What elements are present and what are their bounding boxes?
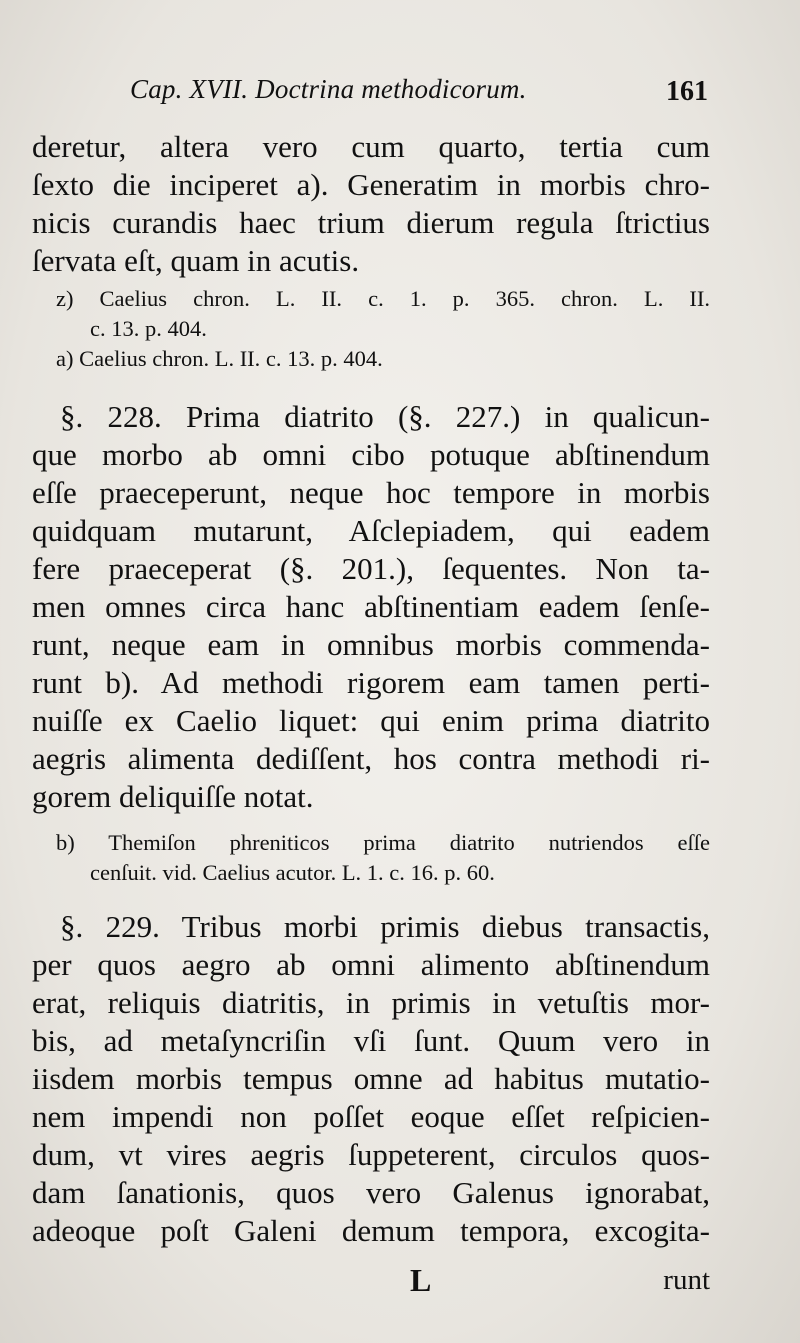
text-line: quidquam mutarunt, Aſclepiadem, qui eadem <box>32 513 710 548</box>
text-line: fere praeceperat (§. 201.), ſequentes. Non ta- <box>32 551 710 586</box>
text-line: iisdem morbis tempus omne ad habitus mutatio- <box>32 1061 710 1096</box>
text-line: dam ſanationis, quos vero Galenus ignorabat, <box>32 1175 710 1210</box>
running-title: Cap. XVII. Doctrina methodicorum. <box>130 74 527 104</box>
section-229-first-line: §. 229. Tribus morbi primis diebus transactis, <box>60 909 710 944</box>
text-line: dum, vt vires aegris ſuppeterent, circulos quos- <box>32 1137 710 1172</box>
text-line: nem impendi non poſſet eoque eſſet reſpicien- <box>32 1099 710 1134</box>
text-line: ſexto die inciperet a). Generatim in morbis chro- <box>32 167 710 202</box>
text-line: erat, reliquis diatritis, in primis in vetuſtis mor- <box>32 985 710 1020</box>
catchword: runt <box>663 1264 710 1296</box>
text-line: deretur, altera vero cum quarto, tertia cum <box>32 129 710 164</box>
text-line: bis, ad metaſyncriſin vſi ſunt. Quum vero in <box>32 1023 710 1058</box>
footnote-b-continuation: cenſuit. vid. Caelius acutor. L. 1. c. 16. p. 60. <box>90 860 495 885</box>
running-header <box>130 74 708 114</box>
section-229 <box>32 908 710 1250</box>
text-line: runt b). Ad methodi rigorem eam tamen perti- <box>32 665 710 700</box>
footnote-a: a) Caelius chron. L. II. c. 13. p. 404. <box>56 346 383 371</box>
paragraph-continuation <box>32 128 710 280</box>
text-line: men omnes circa hanc abſtinentiam eadem ſenſe- <box>32 589 710 624</box>
text-line: per quos aegro ab omni alimento abſtinendum <box>32 947 710 982</box>
text-line: eſſe praeceperunt, neque hoc tempore in morbis <box>32 475 710 510</box>
page-number: 161 <box>666 76 708 107</box>
page-footer <box>32 1262 710 1302</box>
text-line: nuiſſe ex Caelio liquet: qui enim prima diatrito <box>32 703 710 738</box>
footnotes-block-1 <box>32 284 710 374</box>
footnote-b: b) Themiſon phreniticos prima diatrito nutriendos eſſe <box>56 830 710 855</box>
footnotes-block-2 <box>32 828 710 888</box>
text-line: ſervata eſt, quam in acutis. <box>32 243 360 278</box>
text-line: runt, neque eam in omnibus morbis commenda- <box>32 627 710 662</box>
section-228 <box>32 398 710 816</box>
text-line: gorem deliquiſſe notat. <box>32 779 314 814</box>
section-228-first-line: §. 228. Prima diatrito (§. 227.) in qualicun- <box>60 399 710 434</box>
text-line: adeoque poſt Galeni demum tempora, excogita- <box>32 1213 710 1248</box>
footnote-z-continuation: c. 13. p. 404. <box>90 316 207 341</box>
text-line: aegris alimenta dediſſent, hos contra methodi ri- <box>32 741 710 776</box>
footnote-z: z) Caelius chron. L. II. c. 1. p. 365. chron. L. II. <box>56 286 710 311</box>
signature-mark: L <box>410 1262 432 1298</box>
text-line: que morbo ab omni cibo potuque abſtinendum <box>32 437 710 472</box>
text-line: nicis curandis haec trium dierum regula ſtrictius <box>32 205 710 240</box>
